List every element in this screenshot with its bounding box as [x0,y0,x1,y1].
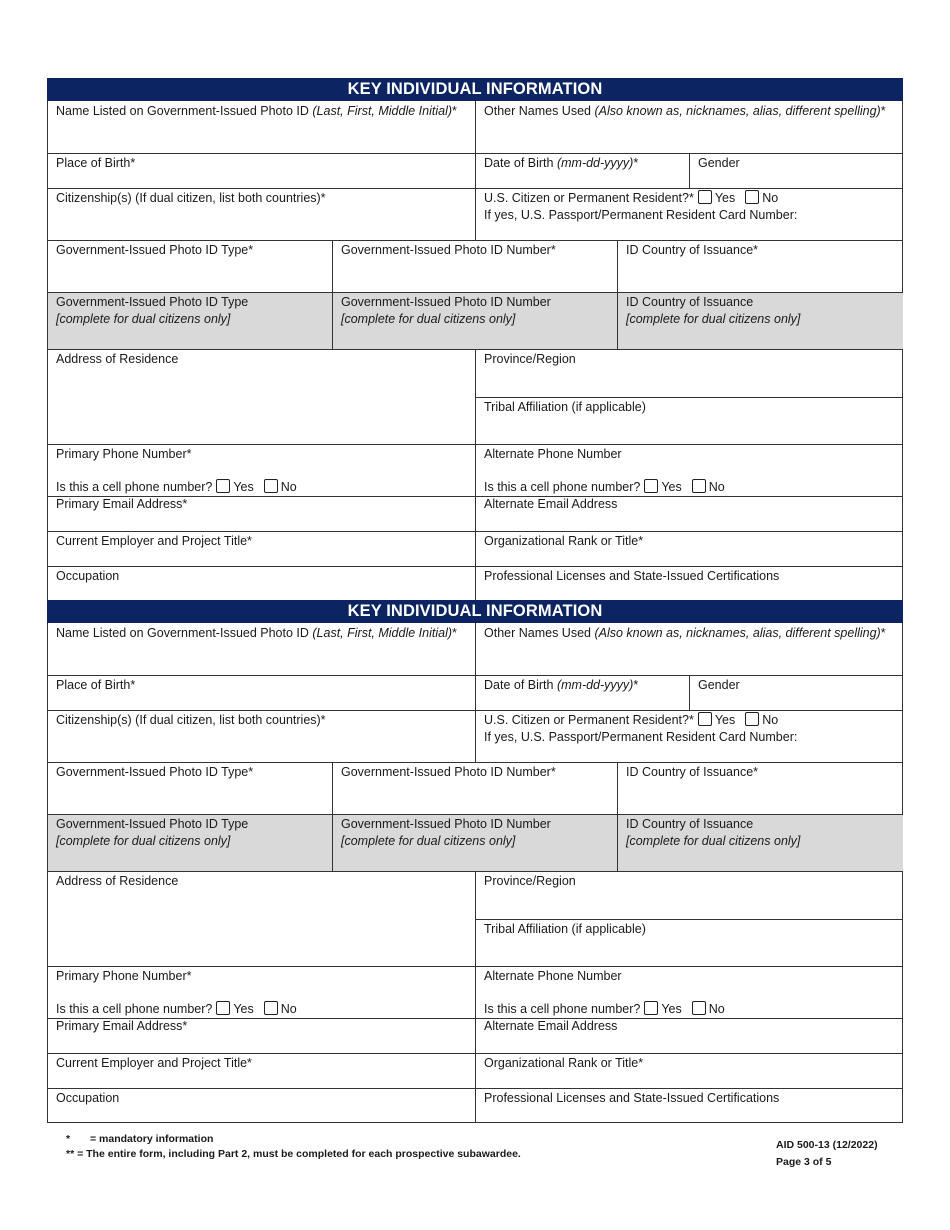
cell-no-label: No [708,480,725,494]
employer-label: Current Employer and Project Title* [56,534,252,548]
province-label: Province/Region [484,874,576,888]
row-divider [48,292,903,293]
citizenship-label: Citizenship(s) (If dual citizen, list both countries)* [56,191,326,205]
cell-question-label: Is this a cell phone number? [484,1002,641,1016]
id-country-label: ID Country of Issuance* [626,243,759,257]
us-citizen-no-checkbox[interactable] [745,712,759,726]
primary-email-label: Primary Email Address* [56,1019,188,1033]
column-divider [689,675,690,710]
dual-citizens-note: [complete for dual citizens only] [626,312,801,326]
dob-label: Date of Birth [484,678,557,692]
dual-photo-id-type-label: Government-Issued Photo ID Type [56,295,249,309]
gender-label: Gender [698,156,740,170]
footer-form-info [776,1137,878,1171]
name-label: Name Listed on Government-Issued Photo ID [56,104,313,118]
dob-hint: (mm-dd-yyyy) [556,156,634,170]
key-individual-grid [47,623,903,1123]
dual-photo-id-number-field[interactable] [333,814,618,871]
primary-cell-question [56,1001,297,1018]
footer-note-subawardee: ** = The entire form, including Part 2, must be completed for each prospective subawardee. [66,1148,521,1160]
occupation-field[interactable] [48,1088,476,1122]
licenses-field[interactable] [476,1088,903,1122]
cell-question-label: Is this a cell phone number? [484,480,641,494]
us-citizen-question: U.S. Citizen or Permanent Resident?* [484,191,694,205]
cell-yes-label: Yes [233,480,254,494]
address-field[interactable] [48,349,476,444]
name-field[interactable] [48,101,476,153]
dual-id-country-label: ID Country of Issuance [626,817,754,831]
dual-photo-id-type-field[interactable] [48,814,333,871]
note-marker: * [66,1133,71,1145]
gender-label: Gender [698,678,740,692]
alternate-cell-question [484,1001,725,1018]
us-citizen-field [476,710,903,762]
primary-phone-field[interactable] [48,444,476,496]
dual-citizens-note: [complete for dual citizens only] [341,834,516,848]
address-label: Address of Residence [56,352,179,366]
tribal-affiliation-field[interactable] [476,919,903,966]
other-names-field[interactable] [476,101,903,153]
address-field[interactable] [48,871,476,966]
name-label: Name Listed on Government-Issued Photo ID [56,626,313,640]
column-divider [475,623,476,762]
cell-yes-label: Yes [233,1002,254,1016]
key-individual-section-1 [47,78,903,601]
alternate-email-label: Alternate Email Address [484,1019,618,1033]
alternate-email-label: Alternate Email Address [484,497,618,511]
id-country-label: ID Country of Issuance* [626,765,759,779]
us-citizen-yes-checkbox[interactable] [698,712,712,726]
us-citizen-yes-label: Yes [714,713,736,727]
place-of-birth-field[interactable] [48,675,476,710]
cell-question-label: Is this a cell phone number? [56,1002,213,1016]
primary-cell-yes-checkbox[interactable] [216,479,230,493]
dual-photo-id-number-label: Government-Issued Photo ID Number [341,295,551,309]
alternate-phone-label: Alternate Phone Number [484,969,622,983]
place-of-birth-field[interactable] [48,153,476,188]
photo-id-type-field[interactable] [48,762,333,814]
photo-id-type-label: Government-Issued Photo ID Type* [56,765,254,779]
primary-email-field[interactable] [48,1018,476,1053]
other-names-required-mark: * [880,104,886,118]
row-divider [476,919,903,920]
dual-citizens-note: [complete for dual citizens only] [56,312,231,326]
row-divider [48,762,903,763]
employer-label: Current Employer and Project Title* [56,1056,252,1070]
other-names-required-mark: * [880,626,886,640]
province-field[interactable] [476,871,903,919]
form-number: AID 500-13 (12/2022) [776,1139,878,1151]
name-required-mark: * [452,626,457,640]
org-rank-label: Organizational Rank or Title* [484,1056,644,1070]
province-label: Province/Region [484,352,576,366]
dual-citizens-note: [complete for dual citizens only] [56,834,231,848]
row-divider [48,240,903,241]
tribal-affiliation-label: Tribal Affiliation (if applicable) [484,922,646,936]
dual-citizens-note: [complete for dual citizens only] [341,312,516,326]
other-names-label: Other Names Used [484,626,595,640]
name-hint: (Last, First, Middle Initial) [312,104,453,118]
primary-phone-label: Primary Phone Number* [56,447,192,461]
place-of-birth-label: Place of Birth* [56,678,136,692]
cell-no-label: No [280,1002,297,1016]
photo-id-type-label: Government-Issued Photo ID Type* [56,243,254,257]
us-citizen-field [476,188,903,240]
section-header: KEY INDIVIDUAL INFORMATION [47,600,903,623]
cell-question-label: Is this a cell phone number? [56,480,213,494]
alternate-cell-yes-checkbox[interactable] [644,1001,658,1015]
id-country-field[interactable] [618,762,903,814]
id-country-field[interactable] [618,240,903,292]
tribal-affiliation-field[interactable] [476,397,903,444]
cell-no-label: No [280,480,297,494]
primary-cell-yes-checkbox[interactable] [216,1001,230,1015]
alternate-cell-yes-checkbox[interactable] [644,479,658,493]
alternate-phone-label: Alternate Phone Number [484,447,622,461]
column-divider [332,762,333,871]
alternate-email-field[interactable] [476,496,903,531]
alternate-phone-field[interactable] [476,966,903,1018]
employer-field[interactable] [48,531,476,566]
photo-id-number-field[interactable] [333,240,618,292]
address-label: Address of Residence [56,874,179,888]
licenses-label: Professional Licenses and State-Issued Certifications [484,1091,780,1105]
citizenship-label: Citizenship(s) (If dual citizen, list both countries)* [56,713,326,727]
footer-note-mandatory [66,1132,521,1147]
us-citizen-question: U.S. Citizen or Permanent Resident?* [484,713,694,727]
citizenship-field[interactable] [48,710,476,762]
date-of-birth-field[interactable] [476,153,690,188]
dob-required-mark: * [633,156,639,170]
photo-id-type-field[interactable] [48,240,333,292]
photo-id-number-label: Government-Issued Photo ID Number* [341,243,556,257]
gender-field[interactable] [690,675,903,710]
org-rank-field[interactable] [476,1053,903,1088]
column-divider [475,349,476,600]
cell-yes-label: Yes [661,480,682,494]
other-names-hint: (Also known as, nicknames, alias, different spelling) [594,104,881,118]
primary-email-field[interactable] [48,496,476,531]
occupation-label: Occupation [56,1091,120,1105]
us-citizen-no-label: No [762,191,779,205]
column-divider [689,153,690,188]
column-divider [475,871,476,1122]
primary-phone-label: Primary Phone Number* [56,969,192,983]
employer-field[interactable] [48,1053,476,1088]
alternate-email-field[interactable] [476,1018,903,1053]
other-names-field[interactable] [476,623,903,675]
alternate-cell-no-checkbox[interactable] [692,1001,706,1015]
org-rank-label: Organizational Rank or Title* [484,534,644,548]
primary-phone-field[interactable] [48,966,476,1018]
place-of-birth-label: Place of Birth* [56,156,136,170]
dual-photo-id-number-field[interactable] [333,292,618,349]
name-required-mark: * [452,104,457,118]
column-divider [332,240,333,349]
tribal-affiliation-label: Tribal Affiliation (if applicable) [484,400,646,414]
dual-photo-id-type-field[interactable] [48,292,333,349]
key-individual-section-2 [47,600,903,1123]
dual-citizens-note: [complete for dual citizens only] [626,834,801,848]
key-individual-grid [47,101,903,601]
cell-no-label: No [708,1002,725,1016]
row-divider [476,397,903,398]
footer-notes [66,1132,521,1162]
alternate-phone-field[interactable] [476,444,903,496]
column-divider [617,762,618,871]
gender-field[interactable] [690,153,903,188]
dual-id-country-field[interactable] [618,292,903,349]
us-citizen-no-label: No [762,713,779,727]
row-divider [48,814,903,815]
dual-photo-id-number-label: Government-Issued Photo ID Number [341,817,551,831]
dob-label: Date of Birth [484,156,557,170]
cell-yes-label: Yes [661,1002,682,1016]
name-hint: (Last, First, Middle Initial) [312,626,453,640]
citizenship-field[interactable] [48,188,476,240]
date-of-birth-field[interactable] [476,675,690,710]
name-field[interactable] [48,623,476,675]
column-divider [475,101,476,240]
note-text: = mandatory information [90,1133,214,1145]
dual-id-country-field[interactable] [618,814,903,871]
primary-cell-no-checkbox[interactable] [264,1001,278,1015]
us-citizen-line [484,190,903,207]
primary-email-label: Primary Email Address* [56,497,188,511]
dob-required-mark: * [633,678,639,692]
us-citizen-line [484,712,903,729]
us-citizen-yes-checkbox[interactable] [698,190,712,204]
dual-id-country-label: ID Country of Issuance [626,295,754,309]
alternate-cell-question [484,479,725,496]
passport-number-label: If yes, U.S. Passport/Permanent Resident Card Number: [484,730,798,744]
primary-cell-question [56,479,297,496]
photo-id-number-label: Government-Issued Photo ID Number* [341,765,556,779]
occupation-field[interactable] [48,566,476,600]
province-field[interactable] [476,349,903,397]
primary-cell-no-checkbox[interactable] [264,479,278,493]
photo-id-number-field[interactable] [333,762,618,814]
column-divider [617,240,618,349]
licenses-label: Professional Licenses and State-Issued Certifications [484,569,780,583]
other-names-label: Other Names Used [484,104,595,118]
dual-photo-id-type-label: Government-Issued Photo ID Type [56,817,249,831]
page-number: Page 3 of 5 [776,1156,832,1168]
occupation-label: Occupation [56,569,120,583]
us-citizen-yes-label: Yes [714,191,736,205]
dob-hint: (mm-dd-yyyy) [556,678,634,692]
other-names-hint: (Also known as, nicknames, alias, different spelling) [594,626,881,640]
passport-number-label: If yes, U.S. Passport/Permanent Resident Card Number: [484,208,798,222]
section-header: KEY INDIVIDUAL INFORMATION [47,78,903,101]
us-citizen-no-checkbox[interactable] [745,190,759,204]
alternate-cell-no-checkbox[interactable] [692,479,706,493]
licenses-field[interactable] [476,566,903,600]
org-rank-field[interactable] [476,531,903,566]
